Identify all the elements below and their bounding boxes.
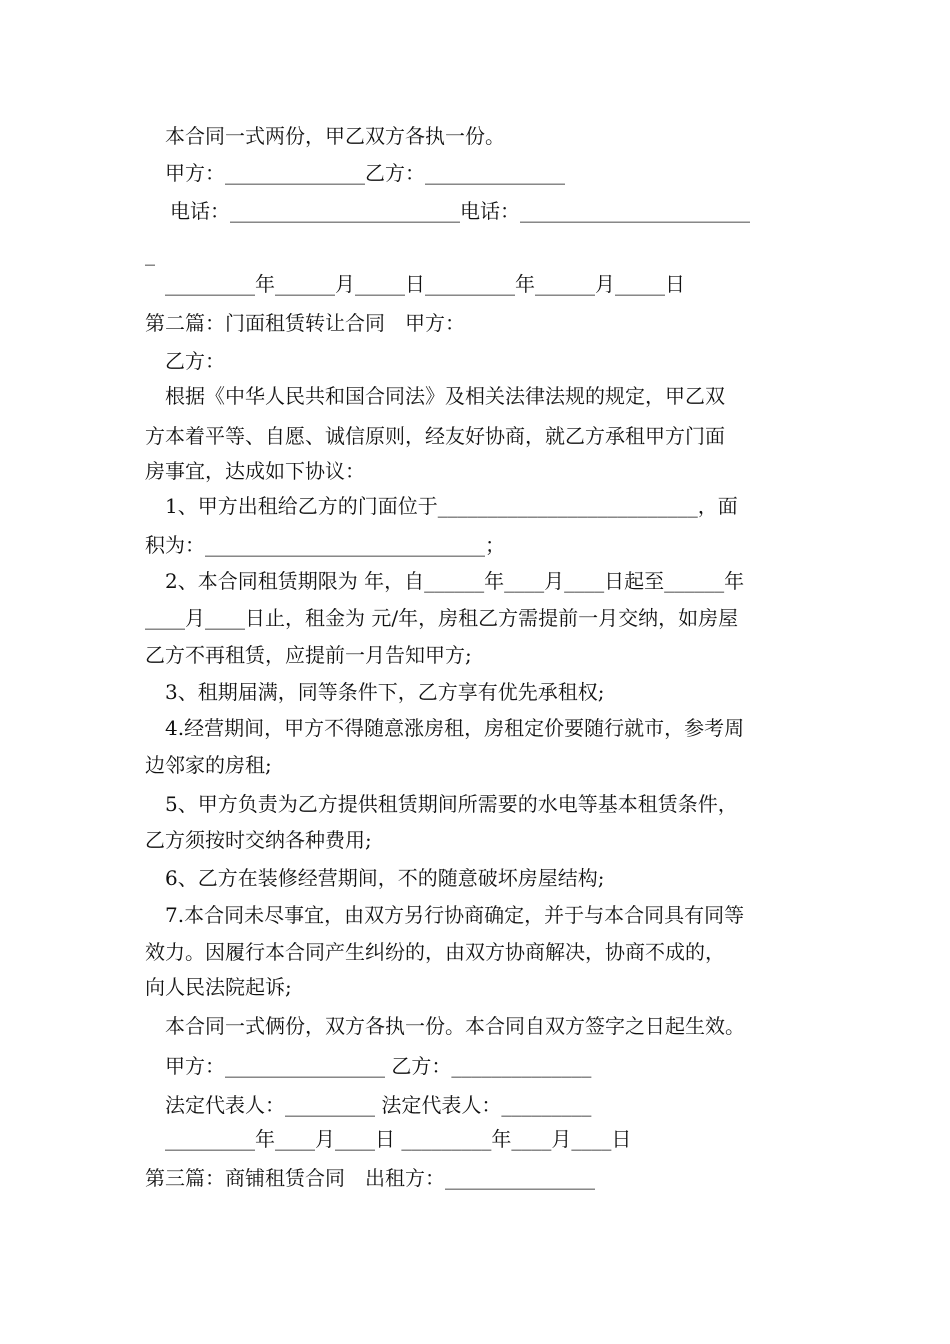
text-line: 甲方：______________乙方：______________: [165, 161, 565, 185]
text-line: 效力。因履行本合同产生纠纷的，由双方协商解决，协商不成的，: [145, 940, 725, 964]
text-line: 方本着平等、自愿、诚信原则，经友好协商，就乙方承租甲方门面: [145, 424, 725, 448]
text-line: 本合同一式俩份，双方各执一份。本合同自双方签字之日起生效。: [165, 1014, 745, 1038]
text-line: _: [145, 242, 155, 266]
text-line: 3、租期届满，同等条件下，乙方享有优先承租权;: [165, 680, 605, 704]
text-line: _________年____月____日 _________年____月____日: [165, 1127, 632, 1151]
text-line: 5、甲方负责为乙方提供租赁期间所需要的水电等基本租赁条件，: [165, 792, 738, 816]
text-line: 1、甲方出租给乙方的门面位于__________________________，面: [165, 494, 738, 518]
text-line: 边邻家的房租;: [145, 753, 272, 777]
text-line: 根据《中华人民共和国合同法》及相关法律法规的规定，甲乙双: [165, 384, 725, 408]
text-line: 乙方：: [165, 349, 225, 373]
text-line: 电话：_______________________电话：_______________________: [170, 199, 750, 223]
text-line: 乙方须按时交纳各种费用;: [145, 828, 372, 852]
text-line: 甲方：________________ 乙方：______________: [165, 1054, 592, 1078]
text-line: 法定代表人：_________ 法定代表人：_________: [165, 1093, 592, 1117]
text-line: ____月____日止，租金为 元/年，房租乙方需提前一月交纳，如房屋: [145, 606, 739, 630]
section-heading: 第三篇：商铺租赁合同 出租方：_______________: [145, 1166, 595, 1190]
text-line: 6、乙方在装修经营期间，不的随意破坏房屋结构;: [165, 866, 605, 890]
text-line: _________年______月_____日_________年______月_____日: [165, 272, 685, 296]
text-line: 2、本合同租赁期限为 年，自______年____月____日起至______年: [165, 569, 745, 593]
text-line: 4.经营期间，甲方不得随意涨房租，房租定价要随行就市，参考周: [165, 716, 745, 740]
text-line: 7.本合同未尽事宜，由双方另行协商确定，并于与本合同具有同等: [165, 903, 745, 927]
text-line: 向人民法院起诉;: [145, 975, 292, 999]
text-line: 本合同一式两份，甲乙双方各执一份。: [165, 124, 505, 148]
text-line: 乙方不再租赁，应提前一月告知甲方;: [145, 643, 472, 667]
text-line: 房事宜，达成如下协议：: [145, 459, 365, 483]
text-line: 积为：____________________________；: [145, 533, 505, 557]
section-heading: 第二篇：门面租赁转让合同 甲方：: [145, 311, 465, 335]
